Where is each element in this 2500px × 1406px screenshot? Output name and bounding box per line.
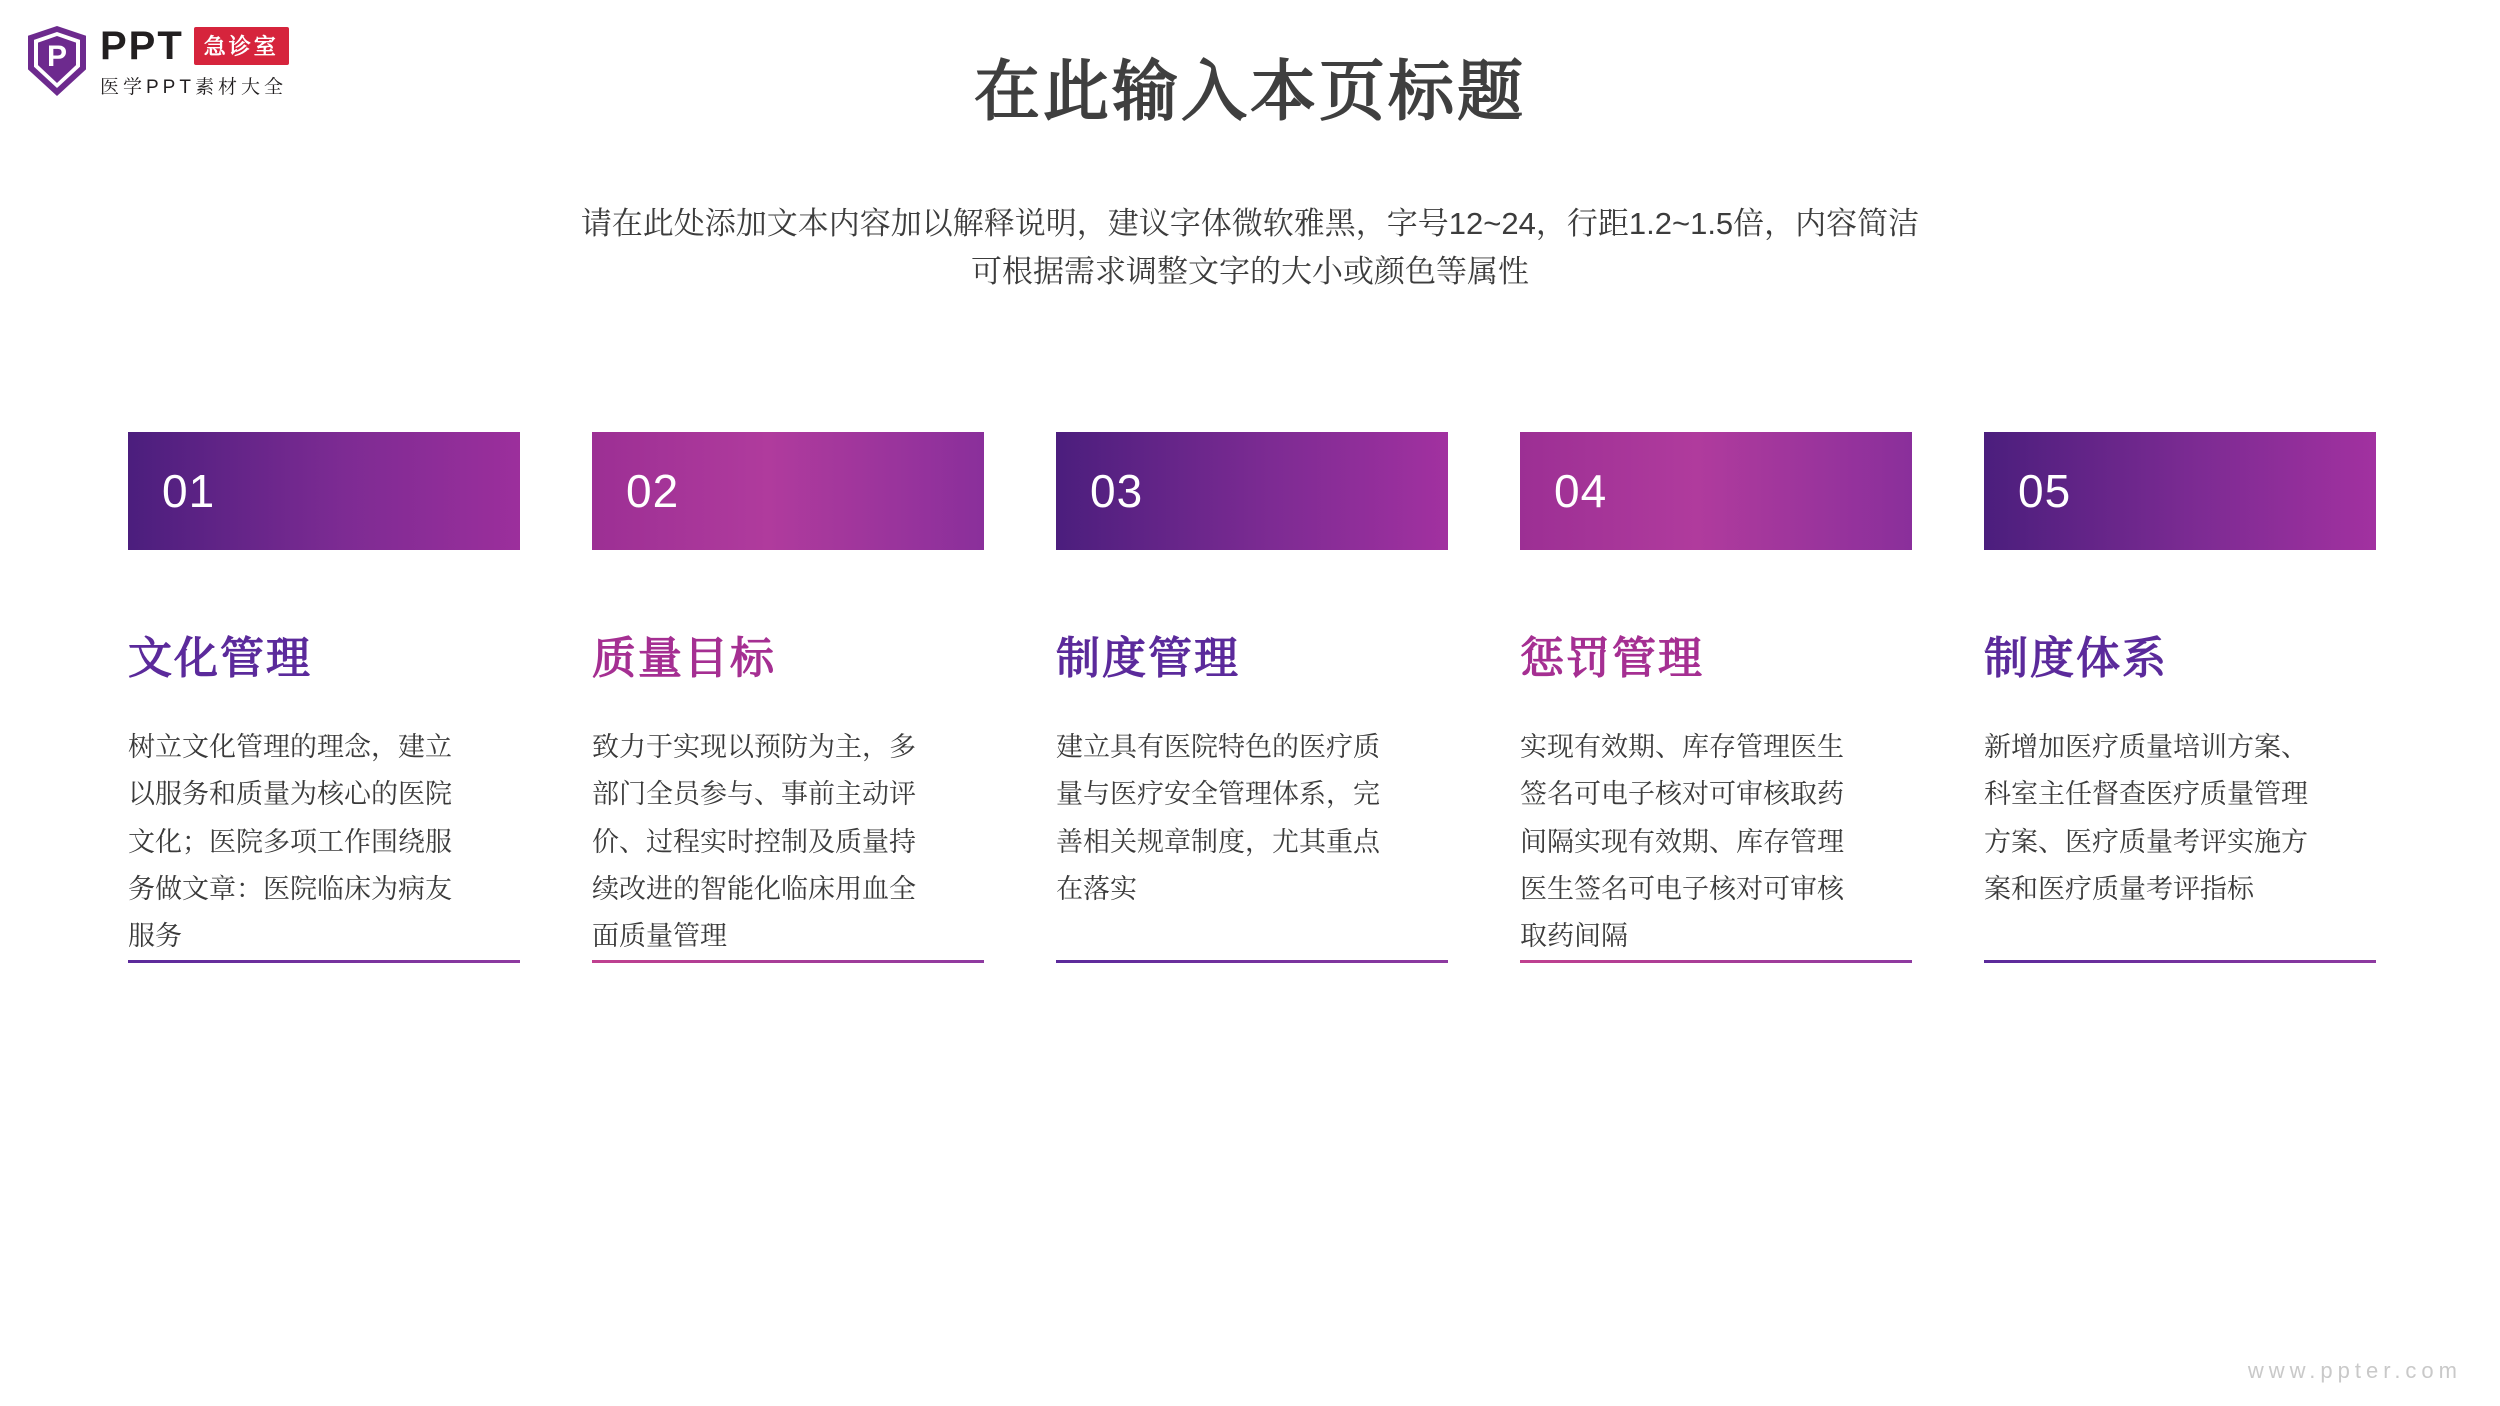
number-banner (1984, 432, 2376, 550)
content-columns (128, 432, 2376, 963)
content-column (128, 432, 520, 963)
number-label: 04 (1554, 465, 1608, 517)
number-label: 05 (2018, 465, 2072, 517)
number-label: 02 (626, 465, 680, 517)
column-divider (1520, 960, 1912, 963)
column-heading: 制度管理 (1056, 634, 1240, 683)
page-title: 在此输入本页标题 (974, 54, 1526, 128)
content-column (592, 432, 984, 963)
subtitle-line-2: 可根据需求调整文字的大小或颜色等属性 (971, 254, 1529, 290)
column-heading: 质量目标 (592, 634, 776, 683)
content-column (1056, 432, 1448, 963)
subtitle-line-1: 请在此处添加文本内容加以解释说明，建议字体微软雅黑，字号12~24，行距1.2~1.5倍，内容简洁 (580, 206, 1920, 241)
logo-tag-badge: 急诊室 (194, 27, 289, 65)
column-body: 树立文化管理的理念，建立以服务和质量为核心的医院文化；医院多项工作围绕服务做文章：医院临床为病友服务 (128, 732, 452, 951)
logo-brand-text: PPT (100, 23, 184, 68)
column-divider (128, 960, 520, 963)
number-banner (1520, 432, 1912, 550)
logo-tagline: 医学PPT素材大全 (100, 76, 287, 98)
number-banner (1056, 432, 1448, 550)
column-body: 致力于实现以预防为主，多部门全员参与、事前主动评价、过程实时控制及质量持续改进的智能化临床用血全面质量管理 (592, 732, 916, 951)
content-column (1520, 432, 1912, 963)
content-column (1984, 432, 2376, 963)
number-banner (592, 432, 984, 550)
page-subtitle (0, 200, 2500, 296)
number-label: 01 (162, 465, 216, 517)
footer-url: www.ppter.com (2247, 1358, 2462, 1383)
column-heading: 制度体系 (1984, 634, 2168, 683)
column-body: 实现有效期、库存管理医生签名可电子核对可审核取药间隔实现有效期、库存管理医生签名可电子核对可审核取药间隔 (1520, 732, 1844, 951)
number-banner (128, 432, 520, 550)
column-divider (592, 960, 984, 963)
column-heading: 惩罚管理 (1520, 634, 1704, 683)
number-label: 03 (1090, 465, 1144, 517)
column-divider (1056, 960, 1448, 963)
column-heading: 文化管理 (128, 634, 312, 683)
column-body: 新增加医疗质量培训方案、科室主任督查医疗质量管理方案、医疗质量考评实施方案和医疗质量考评指标 (1984, 732, 2308, 904)
shield-letter: P (46, 40, 67, 73)
column-divider (1984, 960, 2376, 963)
column-body: 建立具有医院特色的医疗质量与医疗安全管理体系，完善相关规章制度，尤其重点在落实 (1056, 732, 1380, 904)
